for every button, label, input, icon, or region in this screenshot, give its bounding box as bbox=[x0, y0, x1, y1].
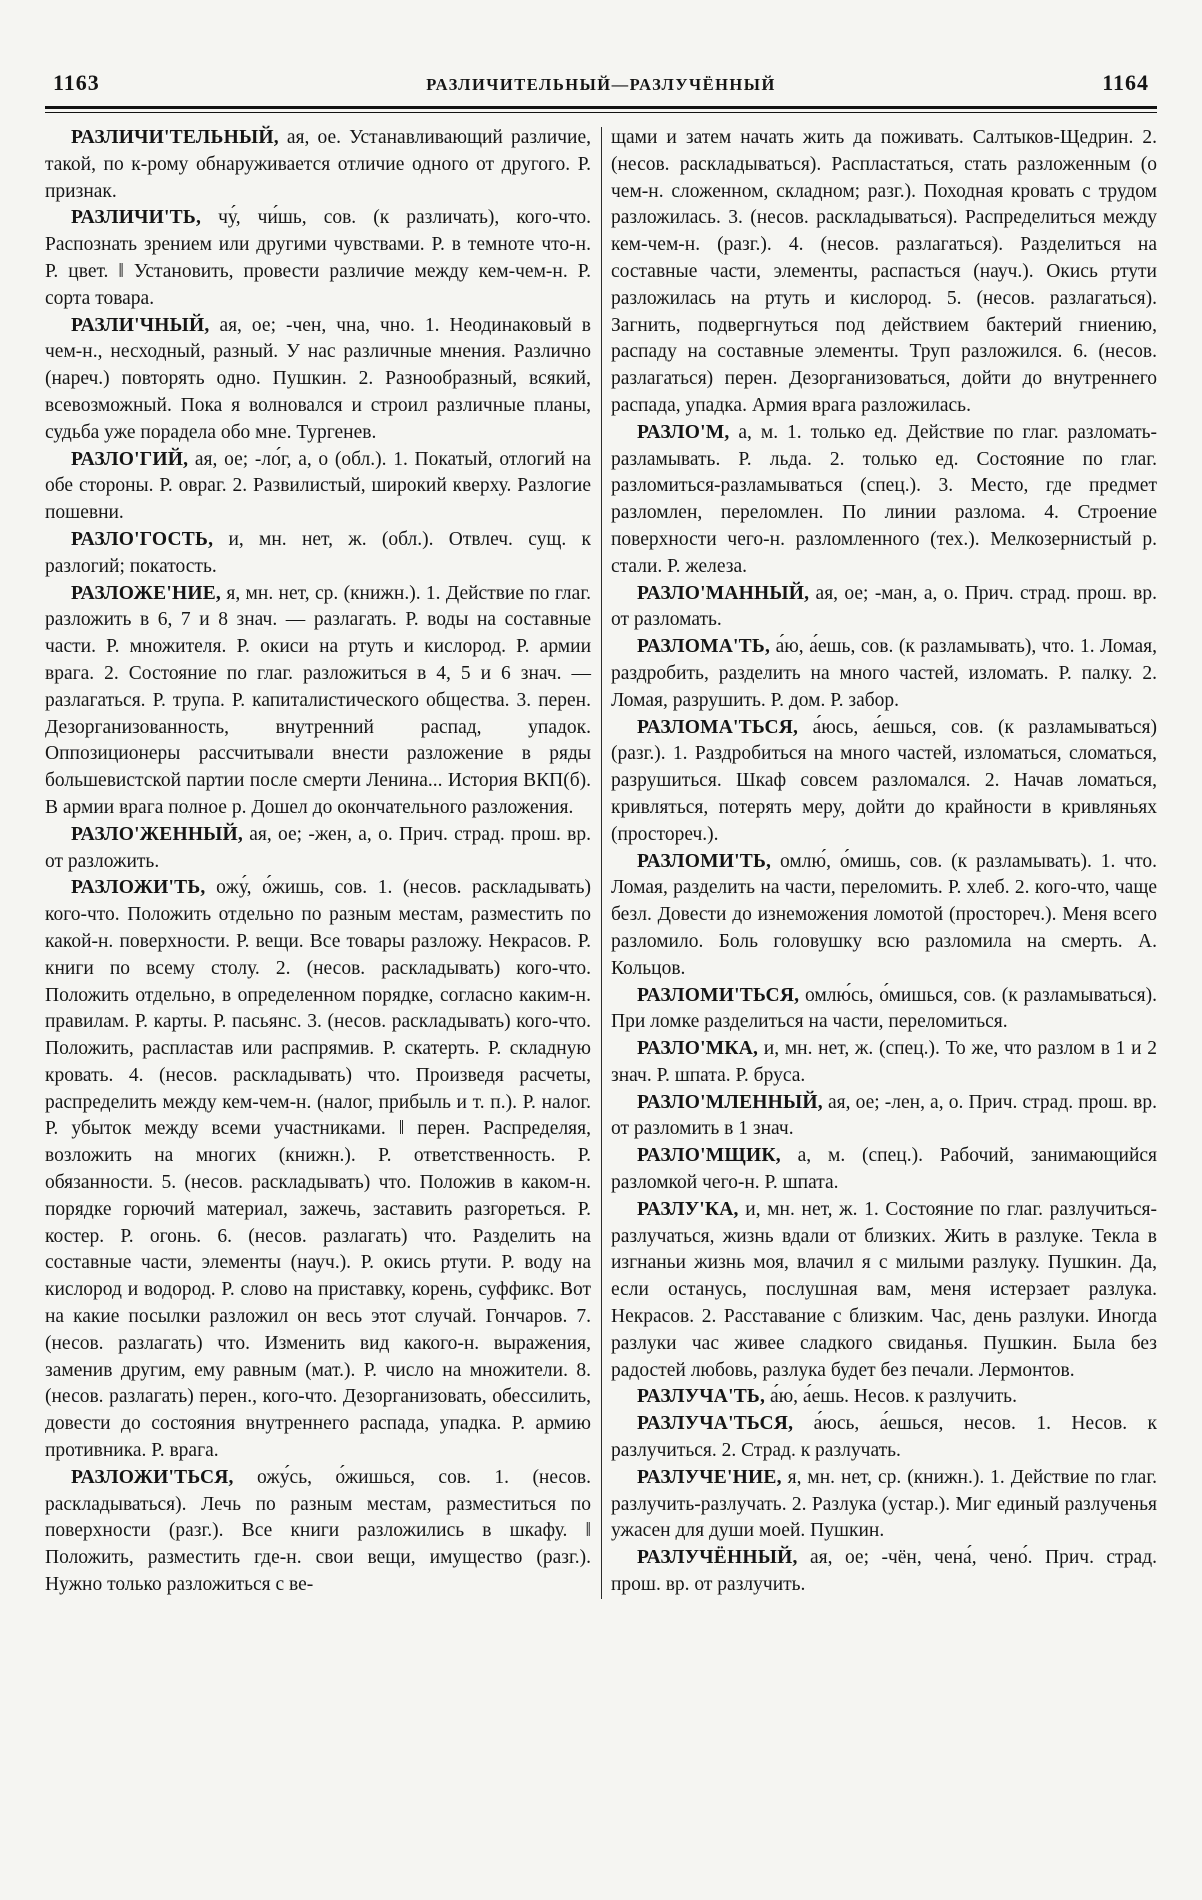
headword: РАЗЛУЧА'ТЬ, bbox=[637, 1386, 766, 1408]
left-page-number: 1163 bbox=[53, 70, 100, 95]
headword: РАЗЛИЧИ'ТЕЛЬНЫЙ, bbox=[71, 127, 279, 148]
headword: РАЗЛО'МЩИК, bbox=[637, 1145, 781, 1167]
entry-body: а́юсь, а́ешься, несов. 1. Несов. к разлучиться. 2. Страд. к разлучать. bbox=[611, 1413, 1157, 1462]
headword: РАЗЛОЖИ'ТЬСЯ, bbox=[71, 1466, 234, 1488]
dictionary-entry bbox=[611, 1411, 1157, 1465]
dictionary-entry bbox=[45, 205, 591, 312]
entry-body: омлю́, о́мишь, сов. (к разламывать). 1. что. Ломая, разделить на части, переломить. Р. хлеб. 2. кого-что, чаще безл. Довести до изнеможения ломотой (простореч.). Меня всего разломило. Боль головушку всю разломила на смерть. А. Кольцов. bbox=[611, 850, 1157, 979]
entry-body: ая, ое; -чен, чна, чно. 1. Неодинаковый в чем-н., несходный, разный. У нас различные мнения. Различно (нареч.) повторять одно. Пушкин. 2. Разнообразный, всякий, всевозможный. Пока я волновался и строил различные планы, судьба уже порадела обо мне. Тургенев. bbox=[45, 314, 592, 443]
dictionary-entry bbox=[45, 313, 591, 447]
dictionary-entry bbox=[611, 1143, 1157, 1197]
dictionary-entry bbox=[45, 875, 591, 1465]
headword: РАЗЛОМА'ТЬ, bbox=[637, 636, 771, 658]
entry-body: омлю́сь, о́мишься, сов. (к разламываться). При ломке разделиться на части, переломиться. bbox=[611, 984, 1157, 1033]
headword: РАЗЛО'МКА, bbox=[637, 1038, 759, 1060]
dictionary-entry bbox=[611, 1197, 1157, 1385]
headword: РАЗЛО'ГОСТЬ, bbox=[71, 528, 214, 550]
dictionary-entry bbox=[611, 715, 1157, 849]
dictionary-entry bbox=[45, 527, 591, 581]
text-columns bbox=[45, 125, 1157, 1599]
entry-body: я, мн. нет, ср. (книжн.). 1. Действие по глаг. разлучить-разлучать. 2. Разлука (устар.). Миг единый разлученья ужасен для души моей. Пушкин. bbox=[611, 1466, 1157, 1542]
entry-body: и, мн. нет, ж. 1. Состояние по глаг. разлучиться-разлучаться, жизнь вдали от близких. Жить в разлуке. Текла в изгнаньи жизнь моя, влачил я с милыми разлуку. Пушкин. Да, если останусь, послушная вам, меня истерзает разлука. Некрасов. 2. Расставание с близким. Час, день разлуки. Иногда разлуки час живее сладкого свиданья. Пушкин. Была без радостей любовь, разлука будет без печали. Лермонтов. bbox=[611, 1198, 1158, 1381]
dictionary-entry bbox=[611, 1090, 1157, 1144]
running-title: РАЗЛИЧИТЕЛЬНЫЙ—РАЗЛУЧЁННЫЙ bbox=[426, 75, 776, 94]
entry-body: ая, ое; -лен, а, о. Прич. страд. прош. вр. от разломить в 1 знач. bbox=[611, 1091, 1158, 1140]
dictionary-entry bbox=[45, 822, 591, 876]
entry-body: я, мн. нет, ср. (книжн.). 1. Действие по глаг. разложить в 6, 7 и 8 знач. — разлагать. Р. воды на составные части. Р. множителя. Р. окиси на ртуть и кислород. Р. армии врага. 2. Состояние по глаг. разложиться в 4, 5 и 6 знач. — разлагаться. Р. трупа. Р. капиталистического общества. 3. перен. Дезорганизованность, внутренний распад, упадок. Оппозиционеры рассчитывали внести разложение в ряды большевистской партии после смерти Ленина... История ВКП(б). В армии врага полное р. Дошел до окончательного разложения. bbox=[45, 582, 591, 818]
header-rule bbox=[45, 106, 1157, 113]
entry-body: а́ю, а́ешь, сов. (к разламывать), что. 1. Ломая, раздробить, разделить на много частей, изломать. Р. палку. 2. Ломая, разрушить. Р. дом. Р. забор. bbox=[611, 636, 1157, 711]
entry-body: ожу́сь, о́жишься, сов. 1. (несов. раскладываться). Лечь по разным местам, разместиться по поверхности (разг.). Все книги разложились в шкафу. ‖ Положить, разместить где-н. свои вещи, имущество (разг.). Нужно только разложиться с ве- bbox=[45, 1466, 591, 1596]
entry-body: а, м. (спец.). Рабочий, занимающийся разломкой чего-н. Р. шпата. bbox=[611, 1145, 1157, 1194]
entry-body: ая, ое. Устанавливающий различие, такой, по к-рому обнаруживается отличие одного от другого. Р. признак. bbox=[45, 127, 591, 202]
headword: РАЗЛО'ГИЙ, bbox=[71, 448, 189, 470]
headword: РАЗЛО'М, bbox=[637, 421, 730, 443]
entry-body: и, мн. нет, ж. (обл.). Отвлеч. сущ. к разлогий; покатость. bbox=[45, 528, 591, 577]
headword: РАЗЛО'ЖЕННЫЙ, bbox=[71, 823, 243, 845]
headword: РАЗЛОМИ'ТЬСЯ, bbox=[637, 984, 800, 1006]
entry-body: и, мн. нет, ж. (спец.). То же, что разлом в 1 и 2 знач. Р. шпата. Р. бруса. bbox=[611, 1038, 1158, 1086]
headword: РАЗЛУ'КА, bbox=[637, 1198, 739, 1220]
right-page-number: 1164 bbox=[1102, 70, 1149, 95]
entry-body: ожу́, о́жишь, сов. 1. (несов. раскладывать) кого-что. Положить отдельно по разным местам, разместить по какой-н. поверхности. Р. вещи. Все товары разложу. Некрасов. Р. книги по всему столу. 2. (несов. раскладывать) кого-что. Положить отдельно, в определенном порядке, согласно каким-н. правилам. Р. карты. Р. пасьянс. 3. (несов. раскладывать) кого-что. Положить, распластав или распрямив. Р. скатерть. Р. складную кровать. 4. (несов. раскладывать) что. Произведя расчеты, распределить между кем-чем-н. (налог, прибыль и т. п.). Р. налог. Р. убыток между всеми участниками. ‖ перен. Распределяя, возложить на многих (книжн.). Р. ответственность. Р. обязанности. 5. (несов. раскладывать) что. Положив в каком-н. порядке горючий материал, зажечь, заставить разгореться. Р. костер. Р. огонь. 6. (несов. разлагать) что. Разделить на составные части, элементы (науч.). Р. окись ртути. Р. воду на кислород и водород. Р. слово на приставку, корень, суффикс. Вот на какие посылки разложил он весь этот случай. Гончаров. 7. (несов. разлагать) что. Изменить вид какого-н. выражения, заменив другим, ему равным (мат.). Р. число на множители. 8. (несов. разлагать) перен., кого-что. Дезорганизовать, обессилить, довести до состояния внутреннего распада, упадка. Р. армию противника. Р. врага. bbox=[45, 877, 592, 1462]
dictionary-entry bbox=[611, 849, 1157, 983]
dictionary-entry bbox=[611, 1384, 1157, 1411]
dictionary-entry bbox=[45, 581, 591, 822]
headword: РАЗЛИЧИ'ТЬ, bbox=[71, 207, 202, 229]
headword: РАЗЛО'МЛЕННЫЙ, bbox=[637, 1091, 823, 1113]
headword: РАЗЛО'МАННЫЙ, bbox=[637, 582, 810, 604]
dictionary-entry bbox=[611, 634, 1157, 714]
entry-body: ая, ое; -чён, чена́, чено́. Прич. страд. прош. вр. от разлучить. bbox=[611, 1547, 1158, 1596]
entry-body: ая, ое; -ло́г, а, о (обл.). 1. Покатый, отлогий на обе стороны. Р. овраг. 2. Развилистый, широкий кверху. Разлогие пошевни. bbox=[45, 448, 591, 524]
dictionary-entry bbox=[611, 983, 1157, 1037]
dictionary-entry bbox=[45, 125, 591, 205]
dictionary-entry bbox=[611, 1465, 1157, 1545]
dictionary-entry bbox=[611, 1036, 1157, 1090]
entry-body: а́юсь, а́ешься, сов. (к разламываться) (разг.). 1. Раздробиться на много частей, изломаться, сломаться, разрушиться. Шкаф совсем разломался. 2. Начав ломаться, кривляться, потерять меру, дойти до крайности в кривляньях (простореч.). bbox=[611, 716, 1157, 845]
headword: РАЗЛУЧЁННЫЙ, bbox=[637, 1547, 798, 1569]
dictionary-entry bbox=[611, 420, 1157, 581]
right-column bbox=[611, 125, 1157, 1599]
headword: РАЗЛОМИ'ТЬ, bbox=[637, 850, 772, 872]
entry-body: ая, ое; -жен, а, о. Прич. страд. прош. вр. от разложить. bbox=[45, 823, 591, 872]
page-header bbox=[45, 66, 1157, 106]
entry-body: ая, ое; -ман, а, о. Прич. страд. прош. вр. от разломать. bbox=[611, 582, 1157, 631]
entry-body: а́ю, а́ешь. Несов. к разлучить. bbox=[769, 1386, 1017, 1408]
headword: РАЗЛИ'ЧНЫЙ, bbox=[71, 314, 210, 336]
column-divider bbox=[601, 127, 602, 1599]
entry-body: щами и затем начать жить да поживать. Салтыков-Щедрин. 2. (несов. раскладываться). Распластаться, стать разложенным (о чем-н. сложенном, складном; разг.). Походная кровать с трудом разложилась. 3. (несов. раскладываться). Распределиться между кем-чем-н. (разг.). 4. (несов. разлагаться). Разделиться на составные части, элементы, распасться (науч.). Окись ртути разложилась на ртуть и кислород. 5. (несов. разлагаться). Загнить, подвергнуться под действием бактерий гниению, распаду на составные элементы. Труп разложился. 6. (несов. разлагаться) перен. Дезорганизоваться, дойти до внутреннего распада, упадка. Армия врага разложилась. bbox=[611, 127, 1157, 416]
dictionary-entry bbox=[45, 447, 591, 527]
dictionary-entry bbox=[45, 1465, 591, 1599]
entry-body: а, м. 1. только ед. Действие по глаг. разломать-разламывать. Р. льда. 2. только ед. Состояние по глаг. разломиться-разламываться (спец.). 3. Место, где предмет разломлен, переломлен. По линии разлома. 4. Строение поверхности чего-н. разломленного (тех.). Мелкозернистый р. стали. Р. железа. bbox=[611, 421, 1157, 577]
entry-continuation bbox=[611, 125, 1157, 420]
entry-body: чу́, чи́шь, сов. (к различать), кого-что. Распознать зрением или другими чувствами. Р. в темноте что-н. Р. цвет. ‖ Установить, провести различие между кем-чем-н. Р. сорта товара. bbox=[45, 207, 592, 309]
dictionary-entry bbox=[611, 581, 1157, 635]
dictionary-entry bbox=[611, 1545, 1157, 1599]
headword: РАЗЛОЖЕ'НИЕ, bbox=[71, 582, 221, 604]
headword: РАЗЛОМА'ТЬСЯ, bbox=[637, 716, 799, 738]
headword: РАЗЛОЖИ'ТЬ, bbox=[71, 877, 206, 899]
headword: РАЗЛУЧЕ'НИЕ, bbox=[637, 1466, 782, 1488]
headword: РАЗЛУЧА'ТЬСЯ, bbox=[637, 1413, 794, 1435]
left-column bbox=[45, 125, 591, 1599]
